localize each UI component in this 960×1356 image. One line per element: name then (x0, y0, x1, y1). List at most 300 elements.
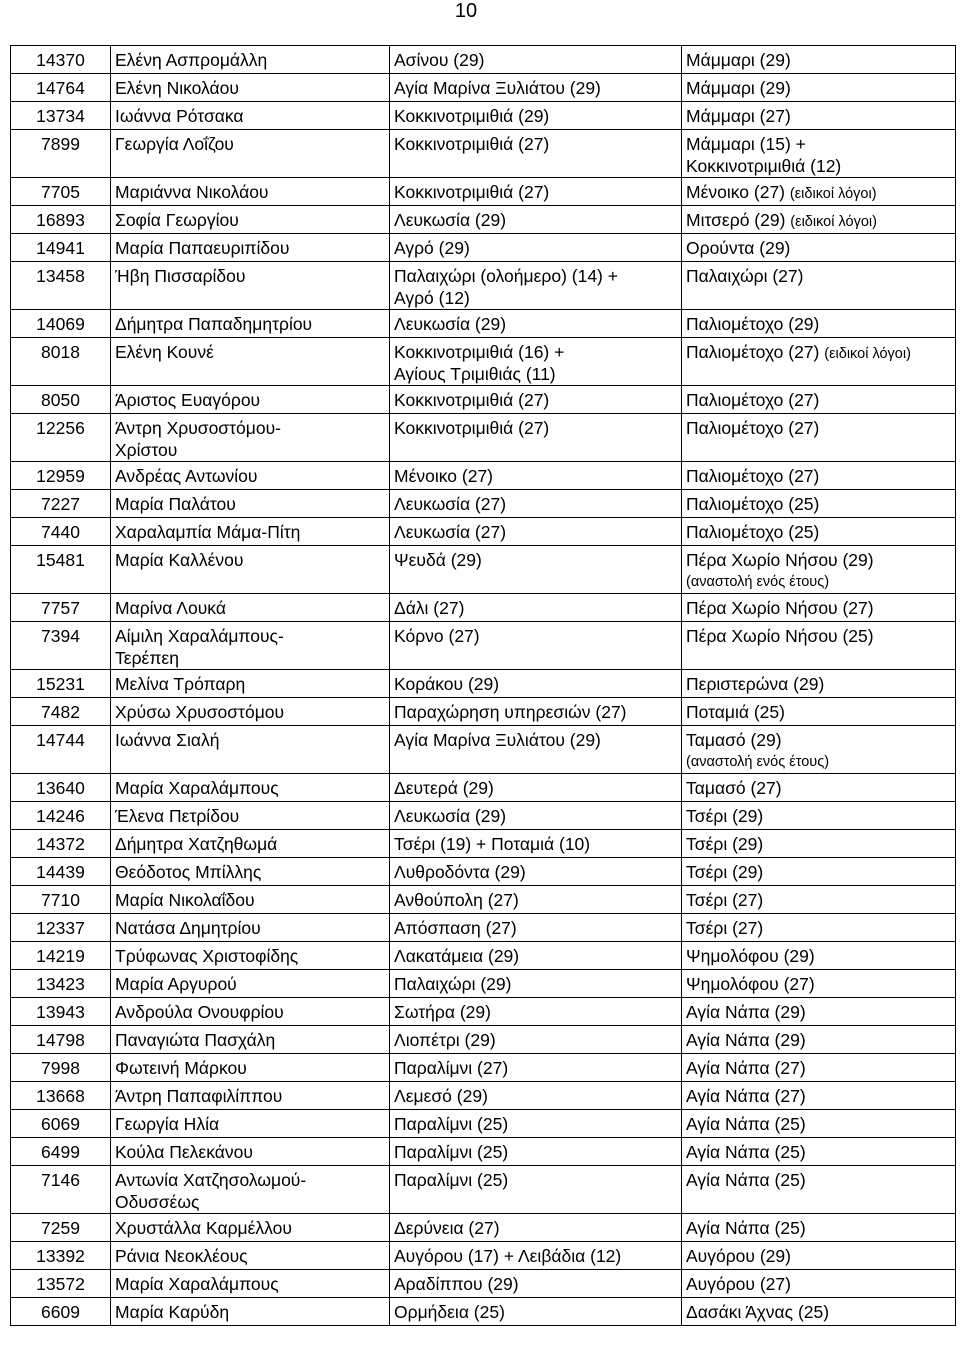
origin-school: Λιοπέτρι (29) (394, 1030, 496, 1050)
table-row (11, 178, 956, 206)
registry-number: 7227 (41, 494, 80, 514)
destination-cell (682, 338, 956, 386)
destination-school: Ψημολόφου (29) (686, 946, 815, 966)
destination-cell (682, 178, 956, 206)
destination-cell (682, 858, 956, 886)
destination-cell (682, 1082, 956, 1110)
origin-cell (390, 858, 682, 886)
origin-cell (390, 1270, 682, 1298)
name-cell (111, 1082, 390, 1110)
registry-number-cell (11, 102, 111, 130)
registry-number: 8018 (41, 342, 80, 362)
registry-number: 13668 (36, 1086, 85, 1106)
table-row (11, 774, 956, 802)
destination-cell (682, 726, 956, 774)
registry-number-cell (11, 46, 111, 74)
destination-cell (682, 206, 956, 234)
destination-school: Ταμασό (29) (686, 730, 782, 750)
destination-school: Αγία Νάπα (25) (686, 1114, 806, 1134)
registry-number: 13734 (36, 106, 85, 126)
destination-cell (682, 74, 956, 102)
registry-number: 14439 (36, 862, 85, 882)
origin-cell (390, 1166, 682, 1214)
person-name: Κούλα Πελεκάνου (115, 1142, 253, 1162)
destination-school: Παλιομέτοχο (29) (686, 314, 820, 334)
destination-cell (682, 1270, 956, 1298)
person-name: Μαρία Χαραλάμπους (115, 778, 279, 798)
destination-school: Ταμασό (27) (686, 778, 782, 798)
destination-school: Αγία Νάπα (25) (686, 1170, 806, 1190)
destination-cell (682, 1138, 956, 1166)
person-name-continued: Τερέπεη (115, 648, 179, 668)
person-name: Μαρία Νικολαΐδου (115, 890, 255, 910)
table-row (11, 74, 956, 102)
destination-school: Αγία Νάπα (27) (686, 1086, 806, 1106)
origin-school: Κοράκου (29) (394, 674, 500, 694)
table-row (11, 622, 956, 670)
origin-cell (390, 594, 682, 622)
name-cell (111, 698, 390, 726)
destination-school: Μάμμαρι (27) (686, 106, 791, 126)
page-number: 10 (454, 0, 478, 22)
origin-school: Δευτερά (29) (394, 778, 494, 798)
name-cell (111, 998, 390, 1026)
registry-number-cell (11, 490, 111, 518)
name-cell (111, 1270, 390, 1298)
origin-school: Δάλι (27) (394, 598, 465, 618)
destination-cell (682, 130, 956, 178)
destination-cell (682, 1242, 956, 1270)
origin-school: Σωτήρα (29) (394, 1002, 491, 1022)
origin-school: Λεμεσό (29) (394, 1086, 488, 1106)
table-row (11, 914, 956, 942)
table-row (11, 414, 956, 462)
origin-cell (390, 130, 682, 178)
registry-number: 7998 (41, 1058, 80, 1078)
destination-school: Μάμμαρι (29) (686, 78, 791, 98)
destination-cell (682, 998, 956, 1026)
person-name: Χρυστάλλα Καρμέλλου (115, 1218, 292, 1238)
destination-school: Τσέρι (27) (686, 918, 764, 938)
registry-number-cell (11, 1026, 111, 1054)
registry-number: 6069 (41, 1114, 80, 1134)
table-row (11, 594, 956, 622)
registry-number: 7899 (41, 134, 80, 154)
table-row (11, 698, 956, 726)
registry-number: 14941 (36, 238, 85, 258)
origin-cell (390, 774, 682, 802)
registry-number-cell (11, 262, 111, 310)
origin-cell (390, 998, 682, 1026)
origin-cell (390, 1026, 682, 1054)
origin-school-continued: Αγρό (12) (394, 288, 470, 308)
name-cell (111, 942, 390, 970)
origin-school-continued: Αγίους Τριμιθιάς (11) (394, 364, 556, 384)
registry-number: 8050 (41, 390, 80, 410)
registry-number-cell (11, 1214, 111, 1242)
table-row (11, 942, 956, 970)
destination-school: Αγία Νάπα (25) (686, 1218, 806, 1238)
registry-number-cell (11, 1054, 111, 1082)
registry-number: 14246 (36, 806, 85, 826)
origin-cell (390, 234, 682, 262)
name-cell (111, 206, 390, 234)
destination-cell (682, 1298, 956, 1326)
table-row (11, 462, 956, 490)
destination-cell (682, 414, 956, 462)
table-row (11, 1214, 956, 1242)
origin-school: Παραλίμνι (25) (394, 1142, 509, 1162)
destination-school: Δασάκι Άχνας (25) (686, 1302, 830, 1322)
person-name: Μελίνα Τρόπαρη (115, 674, 246, 694)
destination-school: Τσέρι (27) (686, 890, 764, 910)
person-name: Μαρία Καλλένου (115, 550, 244, 570)
registry-number: 13943 (36, 1002, 85, 1022)
destination-school: Τσέρι (29) (686, 862, 764, 882)
destination-cell (682, 698, 956, 726)
person-name: Άριστος Ευαγόρου (115, 390, 261, 410)
person-name: Μαρία Καρύδη (115, 1302, 230, 1322)
registry-number-cell (11, 518, 111, 546)
origin-cell (390, 414, 682, 462)
origin-cell (390, 1214, 682, 1242)
registry-number: 7710 (41, 890, 80, 910)
origin-school: Κοκκινοτριμιθιά (27) (394, 182, 550, 202)
name-cell (111, 1138, 390, 1166)
destination-cell (682, 546, 956, 594)
registry-number-cell (11, 1110, 111, 1138)
origin-school: Κοκκινοτριμιθιά (29) (394, 106, 550, 126)
person-name: Γεωργία Ηλία (115, 1114, 220, 1134)
registry-number-cell (11, 234, 111, 262)
destination-cell (682, 490, 956, 518)
destination-school: Αγία Νάπα (29) (686, 1030, 806, 1050)
destination-cell (682, 462, 956, 490)
registry-number-cell (11, 130, 111, 178)
registry-number: 14219 (36, 946, 85, 966)
destination-school: Περιστερώνα (29) (686, 674, 825, 694)
registry-number: 14069 (36, 314, 85, 334)
person-name: Μαρίνα Λουκά (115, 598, 226, 618)
table-row (11, 802, 956, 830)
destination-school: Αγία Νάπα (29) (686, 1002, 806, 1022)
destination-cell (682, 594, 956, 622)
destination-school: Παλαιχώρι (27) (686, 266, 804, 286)
destination-cell (682, 886, 956, 914)
origin-school: Αγία Μαρίνα Ξυλιάτου (29) (394, 730, 601, 750)
name-cell (111, 886, 390, 914)
name-cell (111, 594, 390, 622)
person-name: Γεωργία Λοΐζου (115, 134, 234, 154)
destination-school: Μάμμαρι (15) + (686, 134, 806, 154)
origin-cell (390, 1138, 682, 1166)
destination-school: Πέρα Χωρίο Νήσου (29) (686, 550, 874, 570)
origin-cell (390, 670, 682, 698)
registry-number-cell (11, 206, 111, 234)
origin-cell (390, 1054, 682, 1082)
origin-cell (390, 830, 682, 858)
person-name: Παναγιώτα Πασχάλη (115, 1030, 276, 1050)
table-row (11, 206, 956, 234)
registry-number-cell (11, 594, 111, 622)
registry-number: 7394 (41, 626, 80, 646)
name-cell (111, 1026, 390, 1054)
registry-number-cell (11, 546, 111, 594)
person-name: Ιωάννα Σιαλή (115, 730, 220, 750)
origin-cell (390, 310, 682, 338)
person-name: Μαριάννα Νικολάου (115, 182, 269, 202)
registry-number-cell (11, 1082, 111, 1110)
name-cell (111, 858, 390, 886)
origin-school: Παραλίμνι (27) (394, 1058, 509, 1078)
person-name: Έλενα Πετρίδου (115, 806, 240, 826)
table-row (11, 1270, 956, 1298)
person-name: Μαρία Χαραλάμπους (115, 1274, 279, 1294)
origin-cell (390, 1298, 682, 1326)
transfer-table-body (11, 46, 956, 1326)
table-row (11, 1082, 956, 1110)
origin-school: Παλαιχώρι (29) (394, 974, 512, 994)
person-name: Ελένη Ασπρομάλλη (115, 50, 268, 70)
person-name: Ήβη Πισσαρίδου (115, 266, 246, 286)
person-name: Φωτεινή Μάρκου (115, 1058, 247, 1078)
origin-school: Λυθροδόντα (29) (394, 862, 526, 882)
destination-cell (682, 970, 956, 998)
name-cell (111, 1054, 390, 1082)
name-cell (111, 1110, 390, 1138)
destination-cell (682, 622, 956, 670)
origin-cell (390, 886, 682, 914)
destination-cell (682, 830, 956, 858)
person-name: Ράνια Νεοκλέους (115, 1246, 248, 1266)
origin-school: Κοκκινοτριμιθιά (16) + (394, 342, 565, 362)
name-cell (111, 414, 390, 462)
table-row (11, 234, 956, 262)
origin-school: Απόσπαση (27) (394, 918, 517, 938)
person-name: Ανδρέας Αντωνίου (115, 466, 258, 486)
destination-school: Παλιομέτοχο (27) (686, 342, 820, 362)
registry-number-cell (11, 1270, 111, 1298)
origin-school: Αραδίππου (29) (394, 1274, 519, 1294)
destination-cell (682, 1214, 956, 1242)
name-cell (111, 46, 390, 74)
name-cell (111, 1166, 390, 1214)
registry-number: 12959 (36, 466, 85, 486)
registry-number-cell (11, 74, 111, 102)
destination-cell (682, 262, 956, 310)
destination-cell (682, 386, 956, 414)
name-cell (111, 102, 390, 130)
registry-number-cell (11, 1242, 111, 1270)
table-row (11, 46, 956, 74)
name-cell (111, 518, 390, 546)
destination-school: Ποταμιά (25) (686, 702, 785, 722)
person-name: Μαρία Παπαευριπίδου (115, 238, 290, 258)
table-row (11, 490, 956, 518)
origin-cell (390, 206, 682, 234)
name-cell (111, 386, 390, 414)
registry-number: 12256 (36, 418, 85, 438)
destination-school: Μάμμαρι (29) (686, 50, 791, 70)
destination-cell (682, 310, 956, 338)
registry-number-cell (11, 942, 111, 970)
person-name: Αίμιλη Χαραλάμπους- (115, 626, 284, 646)
person-name: Χαραλαμπία Μάμα-Πίτη (115, 522, 301, 542)
registry-number-cell (11, 802, 111, 830)
table-row (11, 1110, 956, 1138)
origin-school: Τσέρι (19) + Ποταμιά (10) (394, 834, 591, 854)
destination-school: Παλιομέτοχο (27) (686, 418, 820, 438)
origin-school: Αγία Μαρίνα Ξυλιάτου (29) (394, 78, 601, 98)
person-name: Σοφία Γεωργίου (115, 210, 239, 230)
registry-number-cell (11, 386, 111, 414)
registry-number-cell (11, 830, 111, 858)
registry-number-cell (11, 178, 111, 206)
registry-number-cell (11, 310, 111, 338)
destination-cell (682, 518, 956, 546)
destination-cell (682, 670, 956, 698)
registry-number: 7757 (41, 598, 80, 618)
origin-cell (390, 74, 682, 102)
table-row (11, 1054, 956, 1082)
origin-school: Παλαιχώρι (ολοήμερο) (14) + (394, 266, 618, 286)
destination-cell (682, 942, 956, 970)
name-cell (111, 178, 390, 206)
origin-cell (390, 970, 682, 998)
destination-school: Παλιομέτοχο (25) (686, 494, 820, 514)
registry-number: 14764 (36, 78, 85, 98)
table-row (11, 1242, 956, 1270)
origin-school: Κόρνο (27) (394, 626, 480, 646)
table-row (11, 1026, 956, 1054)
person-name-continued: Οδυσσέως (115, 1192, 200, 1212)
destination-school: Ορούντα (29) (686, 238, 791, 258)
origin-school: Παραλίμνι (25) (394, 1114, 509, 1134)
person-name: Ιωάννα Ρότσακα (115, 106, 244, 126)
origin-cell (390, 914, 682, 942)
registry-number: 14744 (36, 730, 85, 750)
registry-number-cell (11, 1166, 111, 1214)
table-row (11, 386, 956, 414)
destination-cell (682, 1026, 956, 1054)
table-row (11, 830, 956, 858)
name-cell (111, 1214, 390, 1242)
name-cell (111, 310, 390, 338)
registry-number: 7259 (41, 1218, 80, 1238)
registry-number-cell (11, 462, 111, 490)
table-row (11, 670, 956, 698)
origin-cell (390, 102, 682, 130)
name-cell (111, 622, 390, 670)
origin-school: Λευκωσία (27) (394, 522, 507, 542)
registry-number: 13392 (36, 1246, 85, 1266)
origin-cell (390, 546, 682, 594)
registry-number: 15231 (36, 674, 85, 694)
table-row (11, 1298, 956, 1326)
destination-note: (αναστολή ενός έτους) (686, 574, 830, 590)
person-name: Τρύφωνας Χριστοφίδης (115, 946, 299, 966)
registry-number: 15481 (36, 550, 85, 570)
destination-cell (682, 234, 956, 262)
destination-note: (ειδικοί λόγοι) (790, 214, 877, 230)
destination-school: Αγία Νάπα (27) (686, 1058, 806, 1078)
registry-number-cell (11, 670, 111, 698)
origin-cell (390, 462, 682, 490)
registry-number: 14798 (36, 1030, 85, 1050)
name-cell (111, 802, 390, 830)
name-cell (111, 830, 390, 858)
name-cell (111, 338, 390, 386)
registry-number: 7482 (41, 702, 80, 722)
name-cell (111, 774, 390, 802)
registry-number-cell (11, 858, 111, 886)
person-name: Άντρη Παπαφιλίππου (115, 1086, 283, 1106)
origin-school: Αγρό (29) (394, 238, 470, 258)
registry-number-cell (11, 414, 111, 462)
origin-school: Λακατάμεια (29) (394, 946, 520, 966)
name-cell (111, 1298, 390, 1326)
registry-number: 7146 (41, 1170, 80, 1190)
registry-number-cell (11, 622, 111, 670)
origin-school: Μένοικο (27) (394, 466, 494, 486)
origin-cell (390, 1082, 682, 1110)
origin-cell (390, 518, 682, 546)
name-cell (111, 970, 390, 998)
person-name: Ελένη Νικολάου (115, 78, 239, 98)
origin-school: Αυγόρου (17) + Λειβάδια (12) (394, 1246, 622, 1266)
origin-school: Ορμήδεια (25) (394, 1302, 505, 1322)
person-name: Ελένη Κουνέ (115, 342, 214, 362)
destination-school: Παλιομέτοχο (27) (686, 466, 820, 486)
registry-number-cell (11, 774, 111, 802)
table-row (11, 1166, 956, 1214)
origin-school: Ασίνου (29) (394, 50, 485, 70)
person-name: Μαρία Αργυρού (115, 974, 237, 994)
origin-cell (390, 386, 682, 414)
origin-school: Παραλίμνι (25) (394, 1170, 509, 1190)
destination-school: Μένοικο (27) (686, 182, 786, 202)
registry-number-cell (11, 998, 111, 1026)
destination-cell (682, 1110, 956, 1138)
table-row (11, 1138, 956, 1166)
destination-cell (682, 774, 956, 802)
destination-school-continued: Κοκκινοτριμιθιά (12) (686, 156, 842, 176)
name-cell (111, 914, 390, 942)
table-row (11, 726, 956, 774)
person-name: Δήμητρα Χατζηθωμά (115, 834, 278, 854)
registry-number-cell (11, 914, 111, 942)
table-row (11, 886, 956, 914)
name-cell (111, 490, 390, 518)
origin-school: Κοκκινοτριμιθιά (27) (394, 134, 550, 154)
name-cell (111, 130, 390, 178)
origin-school: Λευκωσία (29) (394, 210, 507, 230)
registry-number: 7440 (41, 522, 80, 542)
person-name: Μαρία Παλάτου (115, 494, 236, 514)
origin-cell (390, 698, 682, 726)
origin-school: Ψευδά (29) (394, 550, 482, 570)
registry-number-cell (11, 1138, 111, 1166)
table-row (11, 998, 956, 1026)
person-name: Χρύσω Χρυσοστόμου (115, 702, 285, 722)
origin-cell (390, 802, 682, 830)
registry-number: 12337 (36, 918, 85, 938)
registry-number-cell (11, 1298, 111, 1326)
name-cell (111, 462, 390, 490)
origin-school: Λευκωσία (29) (394, 806, 507, 826)
registry-number-cell (11, 886, 111, 914)
person-name: Δήμητρα Παπαδημητρίου (115, 314, 313, 334)
